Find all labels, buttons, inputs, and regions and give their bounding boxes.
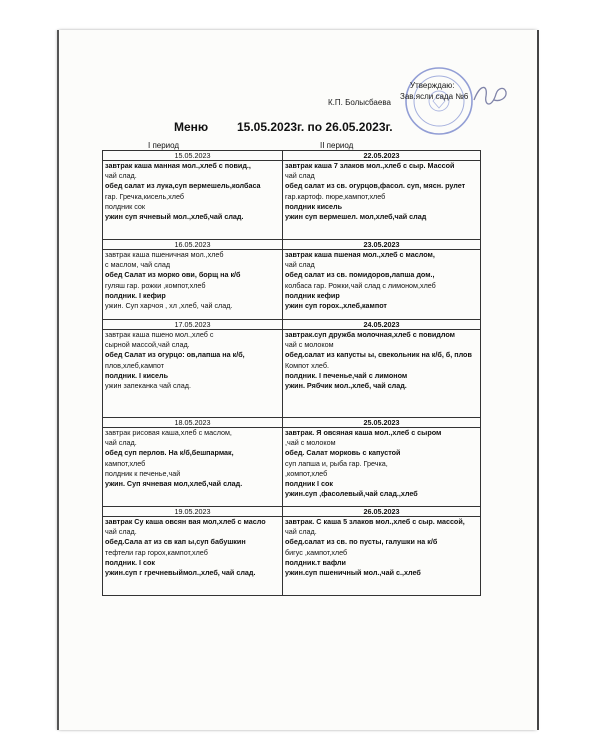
menu-line: обед салат из лука,суп вермешель,колбаса bbox=[105, 181, 261, 191]
date-row bbox=[103, 240, 481, 250]
date-cell-period-2: 22.05.2023 bbox=[283, 151, 481, 161]
menu-cell-period-2 bbox=[283, 161, 481, 240]
menu-line: плов,хлеб,кампот bbox=[105, 360, 165, 370]
menu-line: полдник I сок bbox=[285, 479, 334, 489]
menu-line: полдник кефир bbox=[285, 290, 340, 300]
menu-line: завтрак каша пшено мол.,хлеб с bbox=[105, 330, 214, 339]
menu-line: сырной массой,чай слад. bbox=[105, 340, 190, 350]
menu-cell-period-2 bbox=[283, 517, 481, 596]
menu-line: чай слад bbox=[285, 171, 315, 181]
menu-line: ужин. Суп ячневая мол,хлеб,чай слад. bbox=[105, 479, 243, 489]
period-first-label: I период bbox=[148, 141, 180, 150]
menu-line: гуляш гар. рожки ,компот,хлеб bbox=[105, 280, 206, 290]
menu-line: ужин.суп пшеничный мол.,чай с.,хлеб bbox=[285, 568, 421, 578]
menu-line: полдник сок bbox=[105, 201, 146, 211]
menu-line: завтрак рисовая каша,хлеб с маслом, bbox=[105, 428, 232, 437]
menu-line: Компот хлеб. bbox=[285, 360, 329, 370]
menu-line: ,чай с молоком bbox=[285, 438, 336, 448]
date-row bbox=[103, 418, 481, 428]
menu-line: ,компот,хлеб bbox=[285, 468, 328, 478]
period-second-label: II период bbox=[320, 141, 354, 150]
date-cell-period-1: 17.05.2023 bbox=[103, 320, 283, 330]
menu-line: завтрак. С каша 5 злаков мол.,хлеб с сыр. массой, bbox=[285, 517, 465, 526]
menu-line: полдник.т вафли bbox=[285, 557, 346, 567]
menu-line: ужин.суп г гречневыймол.,хлеб, чай слад. bbox=[105, 568, 256, 578]
menu-line: полдник. I кефир bbox=[105, 290, 166, 300]
menu-line: завтрак.суп дружба молочная,хлеб с повидлом bbox=[285, 330, 455, 339]
menu-line: бигус ,кампот,хлеб bbox=[285, 547, 348, 557]
date-row bbox=[103, 320, 481, 330]
menu-line: завтрак. Я овсяная каша мол.,хлеб с сыром bbox=[285, 428, 442, 437]
menu-line: обед.салат из св. по пусты, галушки на к/б bbox=[285, 537, 438, 547]
menu-row bbox=[103, 517, 481, 596]
menu-line: полдник. I кисель bbox=[105, 370, 169, 380]
date-cell-period-1: 15.05.2023 bbox=[103, 151, 283, 161]
menu-line: гар. Гречка,кисель,хлеб bbox=[105, 191, 185, 201]
date-cell-period-2: 24.05.2023 bbox=[283, 320, 481, 330]
menu-line: ужин суп вермешел. мол,хлеб,чай слад bbox=[285, 212, 427, 222]
menu-line: с маслом, чай слад bbox=[105, 260, 171, 270]
menu-cell-period-2 bbox=[283, 330, 481, 418]
menu-line: ужин. Суп харчоя , хл ,хлеб, чай слад. bbox=[105, 301, 233, 311]
menu-line: чай слад. bbox=[285, 527, 317, 537]
menu-row bbox=[103, 161, 481, 240]
approval-line: Утверждаю: bbox=[410, 81, 455, 90]
title-date-range: 15.05.2023г. по 26.05.2023г. bbox=[237, 120, 393, 134]
menu-line: чай с молоком bbox=[285, 340, 334, 350]
menu-line: чай слад. bbox=[105, 171, 137, 181]
menu-line: обед суп перлов. На к/б,бешпармак, bbox=[105, 448, 234, 458]
menu-line: чай слад. bbox=[105, 438, 137, 448]
director-name: К.П. Болысбаева bbox=[328, 98, 391, 107]
menu-row bbox=[103, 428, 481, 507]
title-menu: Меню bbox=[174, 120, 209, 134]
menu-line: ужин суп горох.,хлеб,кампот bbox=[285, 301, 387, 311]
menu-line: завтрак Су каша овсян вая мол,хлеб с масло bbox=[105, 517, 266, 526]
menu-line: завтрак каша пшеничная мол.,хлеб bbox=[105, 250, 224, 259]
menu-line: обед Салат из огурцо: ов,лапша на к/б, bbox=[105, 350, 245, 360]
menu-table bbox=[102, 150, 481, 596]
menu-line: чай слад. bbox=[105, 527, 137, 537]
date-cell-period-1: 18.05.2023 bbox=[103, 418, 283, 428]
menu-row bbox=[103, 250, 481, 320]
menu-line: гар.картоф. пюре,кампот,хлеб bbox=[285, 191, 386, 201]
menu-cell-period-1 bbox=[103, 250, 283, 320]
menu-line: колбаса гар. Рожки,чай слад с лимоном,хлеб bbox=[285, 280, 436, 290]
menu-cell-period-1 bbox=[103, 330, 283, 418]
menu-line: тефтели гар горох,кампот,хлеб bbox=[105, 547, 208, 557]
menu-cell-period-1 bbox=[103, 517, 283, 596]
menu-line: полдник кисель bbox=[285, 201, 343, 211]
date-row bbox=[103, 507, 481, 517]
date-cell-period-2: 23.05.2023 bbox=[283, 240, 481, 250]
date-cell-period-1: 16.05.2023 bbox=[103, 240, 283, 250]
menu-line: обед.Сала ат из св кап ы,суп бабушкин bbox=[105, 537, 246, 547]
menu-line: обед салат из св. помидоров,лапша дом., bbox=[285, 270, 435, 280]
approval-block bbox=[392, 80, 482, 102]
menu-line: полдник. I сок bbox=[105, 557, 156, 567]
approval-line: Зав.ясли сада №6 bbox=[400, 92, 469, 101]
menu-cell-period-1 bbox=[103, 161, 283, 240]
menu-line: ужин. Рябчик мол.,хлеб, чай слад. bbox=[285, 381, 407, 391]
date-cell-period-2: 25.05.2023 bbox=[283, 418, 481, 428]
menu-cell-period-1 bbox=[103, 428, 283, 507]
menu-line: обед. Салат морковь с капустой bbox=[285, 448, 401, 458]
menu-line: ужин суп ячневый мол.,хлеб,чай слад. bbox=[105, 212, 244, 222]
menu-line: полдник. I печенье,чай с лимоном bbox=[285, 370, 408, 380]
menu-line: завтрак каша манная мол.,хлеб с повид., bbox=[105, 161, 251, 170]
menu-line: завтрак каша пшеная мол.,хлеб с маслом, bbox=[285, 250, 435, 259]
menu-line: обед.салат из капусты ы, свекольник на к/б, б, плов bbox=[285, 350, 472, 360]
menu-cell-period-2 bbox=[283, 250, 481, 320]
menu-row bbox=[103, 330, 481, 418]
menu-line: кампот,хлеб bbox=[105, 458, 146, 468]
menu-line: обед Салат из морко ови, борщ на к/б bbox=[105, 270, 241, 280]
menu-line: суп лапша и, рыба гар. Гречка, bbox=[285, 458, 388, 468]
menu-line: полдник к печенье,чай bbox=[105, 468, 181, 478]
menu-line: обед салат из св. огурцов,фасол. суп, мясн. рулет bbox=[285, 181, 466, 191]
menu-line: чай слад bbox=[285, 260, 315, 270]
date-cell-period-1: 19.05.2023 bbox=[103, 507, 283, 517]
date-cell-period-2: 26.05.2023 bbox=[283, 507, 481, 517]
menu-cell-period-2 bbox=[283, 428, 481, 507]
date-row bbox=[103, 151, 481, 161]
menu-line: ужин запеканка чай слад. bbox=[105, 381, 191, 391]
menu-line: ужин.суп ,фасолевый,чай слад.,хлеб bbox=[285, 489, 418, 499]
menu-line: завтрак каша 7 злаков мол.,хлеб с сыр. Массой bbox=[285, 161, 455, 170]
